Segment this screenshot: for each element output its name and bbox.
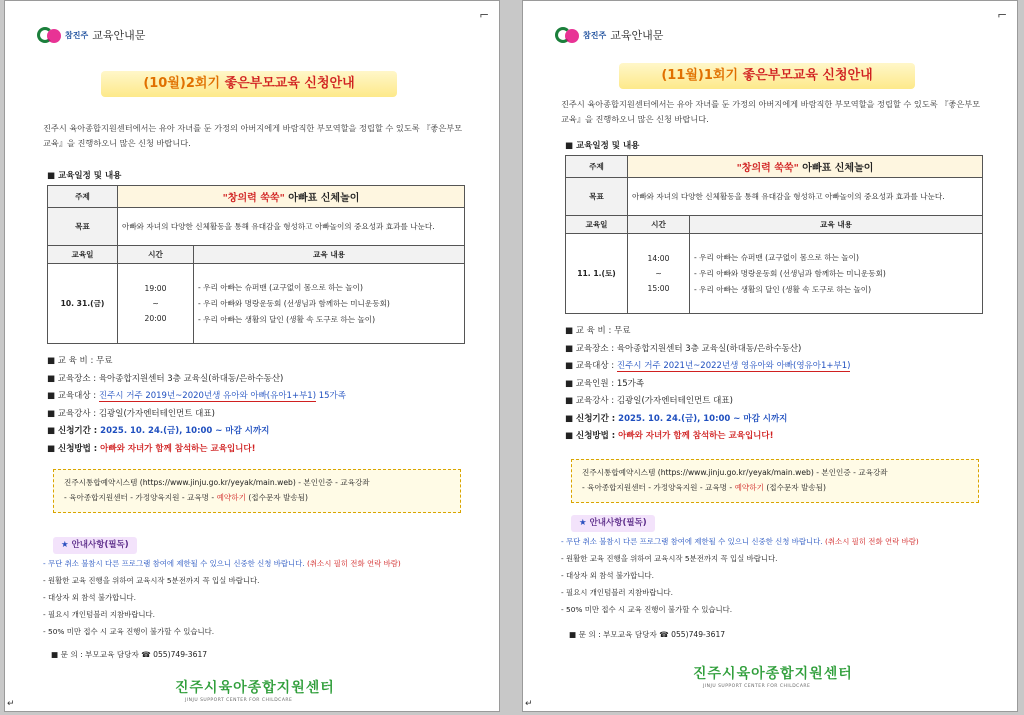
- title-session: 2회기: [185, 76, 221, 91]
- document-page-2: [522, 0, 1018, 712]
- edu-time: [118, 264, 194, 344]
- logo-text: 교육안내문: [610, 29, 664, 42]
- program-name-quoted: "창의력 쑥쑥": [736, 163, 799, 174]
- content-item: - 우리 아빠는 슈퍼맨 (교구없이 몸으로 하는 놀이): [694, 252, 859, 262]
- star-icon: ★: [579, 518, 587, 528]
- time-sep: ~: [655, 269, 662, 278]
- notice-item: - 대상자 외 참석 불가합니다.: [561, 571, 654, 580]
- city-logo-icon: [37, 25, 65, 45]
- apply-instructions: [571, 459, 979, 503]
- info-fee: ■ 교 육 비 : 무료: [565, 326, 631, 336]
- content-item: - 우리 아빠와 명랑운동회 (선생님과 함께하는 미니운동회): [198, 298, 390, 308]
- page-title: [101, 71, 397, 97]
- logo-text: 교육안내문: [92, 29, 146, 42]
- th-goal: 목표: [48, 208, 118, 246]
- info-fee: ■ 교 육 비 : 무료: [47, 356, 113, 366]
- header-logo: [37, 25, 145, 45]
- notice-item: - 무단 취소 불참시 다른 프로그램 참여에 제한될 수 있으니 신중한 신청 바랍니다. (취소시 필히 전화 연락 바람): [43, 559, 401, 568]
- center-logo: 진주시육아종합지원센터: [175, 680, 335, 696]
- apply-instructions: [53, 469, 461, 513]
- info-teacher: ■ 교육강사 : 김광일(가자엔터테인먼트 대표): [565, 396, 733, 406]
- info-list: [565, 323, 850, 446]
- title-text: 좋은부모교육 신청안내: [224, 76, 355, 91]
- star-icon: ★: [61, 540, 69, 550]
- notice-list: [561, 533, 1011, 618]
- apply-line-2: - 육아종합지원센터 - 가정양육지원 - 교육명 - 예약하기 (접수문자 발송됨): [64, 493, 309, 502]
- title-month: (11월): [661, 68, 704, 83]
- edu-date: 11. 1.(토): [566, 234, 628, 314]
- title-text: 좋은부모교육 신청안내: [742, 68, 873, 83]
- program-name-quoted: "창의력 쑥쑥": [222, 193, 285, 204]
- program-name-rest: 아빠표 신체놀이: [802, 163, 874, 174]
- th-content: 교육 내용: [194, 246, 465, 264]
- city-logo-icon: [555, 25, 583, 45]
- goal-text: 아빠와 자녀의 다양한 신체활동을 통해 유대감을 형성하고 아빠놀이의 중요성과 효과를 나눈다.: [628, 178, 983, 216]
- edu-contents: [194, 264, 465, 344]
- program-name: [118, 186, 465, 208]
- program-name: [628, 156, 983, 178]
- center-logo: 진주시육아종합지원센터: [693, 666, 853, 682]
- apply-line-1[interactable]: 진주시통합예약시스템 (https://www.jinju.go.kr/yeyak/main.web) - 본인인증 - 교육강좌: [582, 468, 888, 477]
- info-teacher: ■ 교육강사 : 김광일(가자엔터테인먼트 대표): [47, 408, 215, 419]
- contact-info: ■ 문 의 : 부모교육 담당자 ☎ 055)749-3617: [569, 630, 726, 639]
- edu-time: [628, 234, 690, 314]
- time-end: 15:00: [647, 284, 670, 293]
- info-method: ■ 신청방법 : 아빠와 자녀가 함께 참석하는 교육입니다!: [47, 443, 256, 454]
- th-time: 시간: [628, 216, 690, 234]
- info-period: ■ 신청기간 : 2025. 10. 24.(금), 10:00 ~ 마감 시까지: [565, 413, 788, 424]
- notice-item: - 무단 취소 불참시 다른 프로그램 참여에 제한될 수 있으니 신중한 신청 바랍니다. (취소시 필히 전화 연락 바람): [561, 537, 919, 546]
- program-name-rest: 아빠표 신체놀이: [288, 193, 360, 204]
- center-logo-sub: JINJU SUPPORT CENTER FOR CHILDCARE: [703, 684, 811, 689]
- intro-text: 진주시 육아종합지원센터에서는 유아 자녀를 둔 가정의 아버지에게 바람직한 부모역할을 정립할 수 있도록 『좋은부모교육』을 진행하오니 많은 신청 바랍니다.: [43, 123, 463, 148]
- content-item: - 우리 아빠는 슈퍼맨 (교구없이 몸으로 하는 놀이): [198, 282, 363, 292]
- section-label: 교육일정 및 내용: [576, 141, 640, 151]
- title-session: 1회기: [703, 68, 739, 83]
- th-subject: 주제: [48, 186, 118, 208]
- notice-item: - 원활한 교육 진행을 위하여 교육시작 5분전까지 꼭 입실 바랍니다.: [561, 554, 778, 563]
- page-nav-arrow-icon: ↵: [7, 699, 15, 709]
- logo-brand: 참진주: [583, 30, 607, 40]
- page-title: [619, 63, 915, 89]
- content-item: - 우리 아빠는 생활의 달인 (생활 속 도구로 하는 놀이): [198, 314, 376, 324]
- page-corner-icon: ⌐: [479, 8, 490, 22]
- notice-item: - 50% 미만 접수 시 교육 진행이 불가할 수 있습니다.: [561, 605, 733, 614]
- time-end: 20:00: [144, 314, 167, 323]
- info-method: ■ 신청방법 : 아빠와 자녀가 함께 참석하는 교육입니다!: [565, 431, 774, 441]
- intro-text: 진주시 육아종합지원센터에서는 유아 자녀를 둔 가정의 아버지에게 바람직한 부모역할을 정립할 수 있도록 『좋은부모교육』을 진행하오니 많은 신청 바랍니다.: [561, 99, 981, 124]
- section-heading: ■ 교육일정 및 내용: [565, 141, 640, 151]
- th-subject: 주제: [566, 156, 628, 178]
- notice-item: - 대상자 외 참석 불가합니다.: [43, 593, 136, 602]
- th-date: 교육일: [566, 216, 628, 234]
- notice-item: - 필요시 개인텀블러 지참바랍니다.: [43, 610, 156, 619]
- edu-contents: [690, 234, 983, 314]
- notice-item: - 원활한 교육 진행을 위하여 교육시작 5분전까지 꼭 입실 바랍니다.: [43, 576, 260, 585]
- content-item: - 우리 아빠는 생활의 달인 (생활 속 도구로 하는 놀이): [694, 284, 872, 294]
- th-time: 시간: [118, 246, 194, 264]
- section-label: 교육일정 및 내용: [58, 171, 122, 181]
- logo-brand: 참진주: [65, 30, 89, 40]
- page-nav-arrow-icon: ↵: [525, 699, 533, 709]
- notice-heading: ★ 안내사항(필독): [571, 515, 655, 532]
- notice-item: - 50% 미만 접수 시 교육 진행이 불가할 수 있습니다.: [43, 627, 215, 636]
- content-item: - 우리 아빠와 명랑운동회 (선생님과 함께하는 미니운동회): [694, 268, 886, 278]
- time-start: 19:00: [144, 284, 167, 293]
- center-logo-sub: JINJU SUPPORT CENTER FOR CHILDCARE: [185, 698, 293, 703]
- info-target: ■ 교육대상 : 진주시 거주 2021년~2022년생 영유아와 아빠(영유아1+부1): [565, 361, 851, 371]
- notice-list: [43, 555, 493, 640]
- th-goal: 목표: [566, 178, 628, 216]
- time-sep: ~: [152, 299, 159, 308]
- th-content: 교육 내용: [690, 216, 983, 234]
- th-date: 교육일: [48, 246, 118, 264]
- time-start: 14:00: [647, 254, 670, 263]
- apply-line-2: - 육아종합지원센터 - 가정양육지원 - 교육명 - 예약하기 (접수문자 발송됨): [582, 483, 827, 492]
- info-period: ■ 신청기간 : 2025. 10. 24.(금), 10:00 ~ 마감 시까지: [47, 426, 270, 436]
- notice-heading: ★ 안내사항(필독): [53, 537, 137, 554]
- section-heading: ■ 교육일정 및 내용: [47, 171, 122, 181]
- info-place: ■ 교육장소 : 육아종합지원센터 3층 교육실(하대동/은하수동산): [47, 373, 284, 384]
- title-month: (10월): [143, 76, 186, 91]
- info-count: ■ 교육인원 : 15가족: [565, 378, 645, 389]
- contact-info: ■ 문 의 : 부모교육 담당자 ☎ 055)749-3617: [51, 650, 208, 659]
- notice-item: - 필요시 개인텀블러 지참바랍니다.: [561, 588, 674, 597]
- schedule-table: [47, 185, 465, 344]
- header-logo: [555, 25, 663, 45]
- info-target: ■ 교육대상 : 진주시 거주 2019년~2020년생 유아와 아빠(유아1+부1) 15가족: [47, 391, 346, 401]
- info-list: [47, 353, 346, 458]
- schedule-table: [565, 155, 983, 314]
- page-corner-icon: ⌐: [997, 8, 1008, 22]
- info-place: ■ 교육장소 : 육아종합지원센터 3층 교육실(하대동/은하수동산): [565, 343, 802, 354]
- edu-date: 10. 31.(금): [48, 264, 118, 344]
- document-page-1: [4, 0, 500, 712]
- apply-line-1[interactable]: 진주시통합예약시스템 (https://www.jinju.go.kr/yeyak/main.web) - 본인인증 - 교육강좌: [64, 478, 370, 487]
- goal-text: 아빠와 자녀의 다양한 신체활동을 통해 유대감을 형성하고 아빠놀이의 중요성과 효과를 나눈다.: [118, 208, 465, 246]
